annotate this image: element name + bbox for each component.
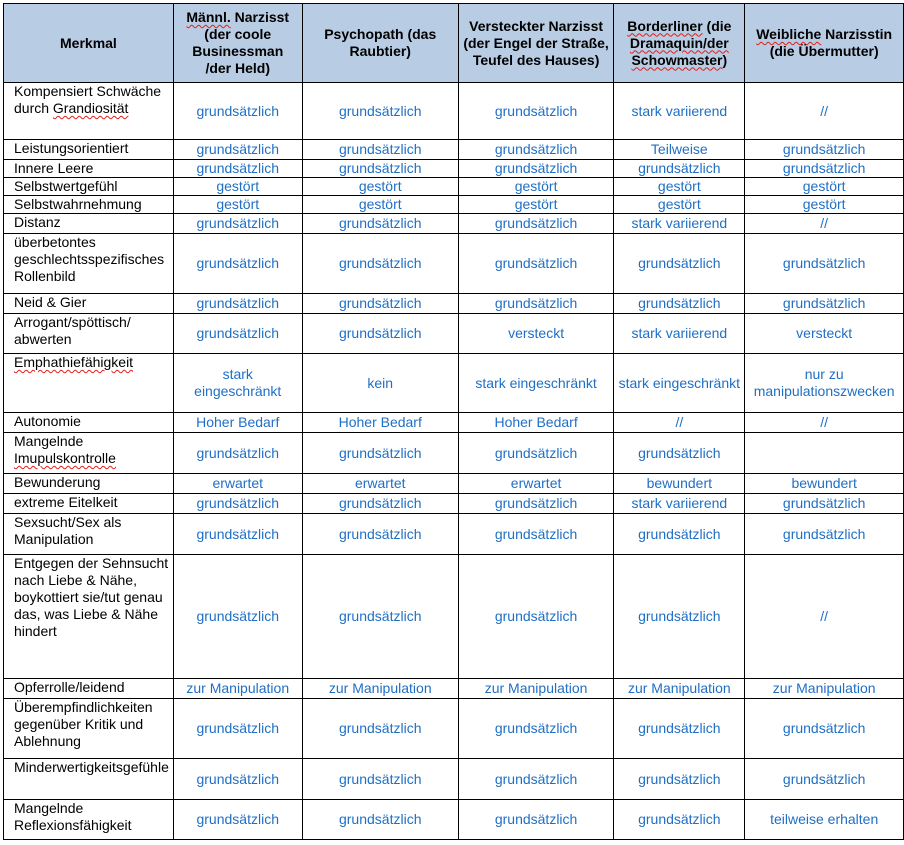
value-cell: grundsätzlich (614, 800, 745, 840)
value-cell: gestört (458, 178, 613, 196)
table-row (4, 494, 904, 514)
header-weibliche-narzisstin: Weibliche Narzisstin (die Übermutter) (745, 4, 904, 83)
value-cell: gestört (302, 178, 458, 196)
merkmal-cell: Überempfindlichkeiten gegenüber Kritik und Ablehnung (4, 699, 174, 759)
value-cell: grundsätzlich (458, 699, 613, 759)
value-cell: grundsätzlich (173, 494, 302, 514)
value-cell: versteckt (458, 314, 613, 354)
value-cell: gestört (173, 178, 302, 196)
value-cell: grundsätzlich (458, 514, 613, 555)
value-cell: Hoher Bedarf (173, 413, 302, 433)
value-cell: grundsätzlich (173, 234, 302, 294)
value-cell: grundsätzlich (302, 494, 458, 514)
table-row (4, 759, 904, 800)
value-cell: grundsätzlich (173, 294, 302, 314)
value-cell: stark variierend (614, 83, 745, 140)
value-cell: grundsätzlich (458, 433, 613, 474)
value-cell: gestört (302, 196, 458, 214)
value-cell: grundsätzlich (173, 160, 302, 178)
value-cell: stark eingeschränkt (458, 354, 613, 413)
value-cell: gestört (458, 196, 613, 214)
value-cell: stark eingeschränkt (614, 354, 745, 413)
value-cell: teilweise erhalten (745, 800, 904, 840)
value-cell: grundsätzlich (173, 314, 302, 354)
value-cell: grundsätzlich (173, 214, 302, 234)
merkmal-cell: Opferrolle/leidend (4, 679, 174, 699)
merkmal-cell: Innere Leere (4, 160, 174, 178)
value-cell: gestört (614, 196, 745, 214)
value-cell: grundsätzlich (458, 494, 613, 514)
value-cell: zur Manipulation (458, 679, 613, 699)
value-cell: erwartet (302, 474, 458, 494)
value-cell: grundsätzlich (173, 140, 302, 160)
table-row (4, 160, 904, 178)
header-borderliner: Borderliner (die Dramaquin/der Schowmaster) (614, 4, 745, 83)
value-cell: grundsätzlich (745, 294, 904, 314)
merkmal-cell: Minderwertigkeitsgefühle (4, 759, 174, 800)
table-row (4, 679, 904, 699)
value-cell: grundsätzlich (302, 800, 458, 840)
value-cell: bewundert (614, 474, 745, 494)
value-cell: stark variierend (614, 314, 745, 354)
value-cell: grundsätzlich (173, 514, 302, 555)
value-cell: grundsätzlich (173, 433, 302, 474)
table-row (4, 234, 904, 294)
merkmal-cell: Autonomie (4, 413, 174, 433)
header-maennl-narzisst: Männl. Narzisst (der coole Businessman /der Held) (173, 4, 302, 83)
value-cell: grundsätzlich (458, 555, 613, 679)
merkmal-cell: Selbstwahrnehmung (4, 196, 174, 214)
value-cell: grundsätzlich (745, 494, 904, 514)
value-cell: grundsätzlich (302, 314, 458, 354)
value-cell: grundsätzlich (302, 234, 458, 294)
table-row (4, 433, 904, 474)
value-cell: gestört (745, 196, 904, 214)
value-cell: kein (302, 354, 458, 413)
value-cell: grundsätzlich (302, 759, 458, 800)
value-cell: grundsätzlich (302, 514, 458, 555)
table-row (4, 294, 904, 314)
value-cell: grundsätzlich (302, 555, 458, 679)
value-cell: Hoher Bedarf (458, 413, 613, 433)
value-cell: zur Manipulation (173, 679, 302, 699)
value-cell: grundsätzlich (173, 800, 302, 840)
value-cell: grundsätzlich (614, 514, 745, 555)
merkmal-cell: Neid & Gier (4, 294, 174, 314)
value-cell: grundsätzlich (614, 294, 745, 314)
value-cell: erwartet (458, 474, 613, 494)
table-row (4, 474, 904, 494)
value-cell: grundsätzlich (173, 699, 302, 759)
value-cell: grundsätzlich (745, 160, 904, 178)
value-cell: grundsätzlich (302, 433, 458, 474)
merkmal-cell: Bewunderung (4, 474, 174, 494)
table-row (4, 555, 904, 679)
value-cell: Hoher Bedarf (302, 413, 458, 433)
value-cell: stark eingeschränkt (173, 354, 302, 413)
table-row (4, 699, 904, 759)
table-row (4, 196, 904, 214)
value-cell: grundsätzlich (302, 140, 458, 160)
value-cell: // (614, 413, 745, 433)
merkmal-cell: Mangelnde Reflexionsfähigkeit (4, 800, 174, 840)
merkmal-cell: Mangelnde Imupulskontrolle (4, 433, 174, 474)
value-cell: grundsätzlich (458, 140, 613, 160)
value-cell: Teilweise (614, 140, 745, 160)
merkmal-cell: extreme Eitelkeit (4, 494, 174, 514)
value-cell: grundsätzlich (458, 800, 613, 840)
value-cell: grundsätzlich (302, 699, 458, 759)
merkmal-cell: Sexsucht/Sex als Manipulation (4, 514, 174, 555)
table-row (4, 83, 904, 140)
value-cell: grundsätzlich (745, 140, 904, 160)
value-cell: // (745, 413, 904, 433)
value-cell: grundsätzlich (458, 83, 613, 140)
value-cell: gestört (745, 178, 904, 196)
header-merkmal: Merkmal (4, 4, 174, 83)
value-cell: grundsätzlich (302, 214, 458, 234)
header-psychopath: Psychopath (das Raubtier) (302, 4, 458, 83)
value-cell: grundsätzlich (458, 294, 613, 314)
value-cell (745, 433, 904, 474)
value-cell: grundsätzlich (614, 234, 745, 294)
value-cell: zur Manipulation (302, 679, 458, 699)
value-cell: bewundert (745, 474, 904, 494)
comparison-table (3, 3, 904, 840)
merkmal-cell: überbetontes geschlechtsspezifisches Rollenbild (4, 234, 174, 294)
value-cell: grundsätzlich (302, 294, 458, 314)
value-cell: grundsätzlich (458, 214, 613, 234)
value-cell: grundsätzlich (173, 759, 302, 800)
value-cell: zur Manipulation (745, 679, 904, 699)
header-versteckter-narzisst: Versteckter Narzisst (der Engel der Straße, Teufel des Hauses) (458, 4, 613, 83)
value-cell: grundsätzlich (745, 234, 904, 294)
value-cell: erwartet (173, 474, 302, 494)
table-row (4, 178, 904, 196)
table-row (4, 354, 904, 413)
value-cell: zur Manipulation (614, 679, 745, 699)
table-row (4, 214, 904, 234)
value-cell: gestört (173, 196, 302, 214)
table-row (4, 514, 904, 555)
value-cell: // (745, 555, 904, 679)
table-row (4, 413, 904, 433)
value-cell: stark variierend (614, 214, 745, 234)
merkmal-cell: Leistungsorientiert (4, 140, 174, 160)
value-cell: grundsätzlich (745, 699, 904, 759)
value-cell: stark variierend (614, 494, 745, 514)
value-cell: grundsätzlich (302, 160, 458, 178)
merkmal-cell: Arrogant/spöttisch/ abwerten (4, 314, 174, 354)
value-cell: grundsätzlich (614, 433, 745, 474)
merkmal-cell: Emphathiefähigkeit (4, 354, 174, 413)
merkmal-cell: Distanz (4, 214, 174, 234)
merkmal-cell: Entgegen der Sehnsucht nach Liebe & Nähe, boykottiert sie/tut genau das, was Liebe & Nähe hindert (4, 555, 174, 679)
value-cell: grundsätzlich (302, 83, 458, 140)
value-cell: gestört (614, 178, 745, 196)
value-cell: grundsätzlich (745, 759, 904, 800)
value-cell: grundsätzlich (458, 759, 613, 800)
value-cell: versteckt (745, 314, 904, 354)
value-cell: grundsätzlich (173, 83, 302, 140)
merkmal-cell: Selbstwertgefühl (4, 178, 174, 196)
value-cell: // (745, 83, 904, 140)
value-cell: nur zu manipulationszwecken (745, 354, 904, 413)
value-cell: grundsätzlich (614, 699, 745, 759)
value-cell: grundsätzlich (745, 514, 904, 555)
value-cell: grundsätzlich (614, 160, 745, 178)
value-cell: grundsätzlich (173, 555, 302, 679)
value-cell: grundsätzlich (614, 555, 745, 679)
value-cell: grundsätzlich (614, 759, 745, 800)
value-cell: grundsätzlich (458, 160, 613, 178)
table-row (4, 800, 904, 840)
table-row (4, 314, 904, 354)
header-row (4, 4, 904, 83)
value-cell: grundsätzlich (458, 234, 613, 294)
value-cell: // (745, 214, 904, 234)
table-row (4, 140, 904, 160)
merkmal-cell: Kompensiert Schwäche durch Grandiosität (4, 83, 174, 140)
